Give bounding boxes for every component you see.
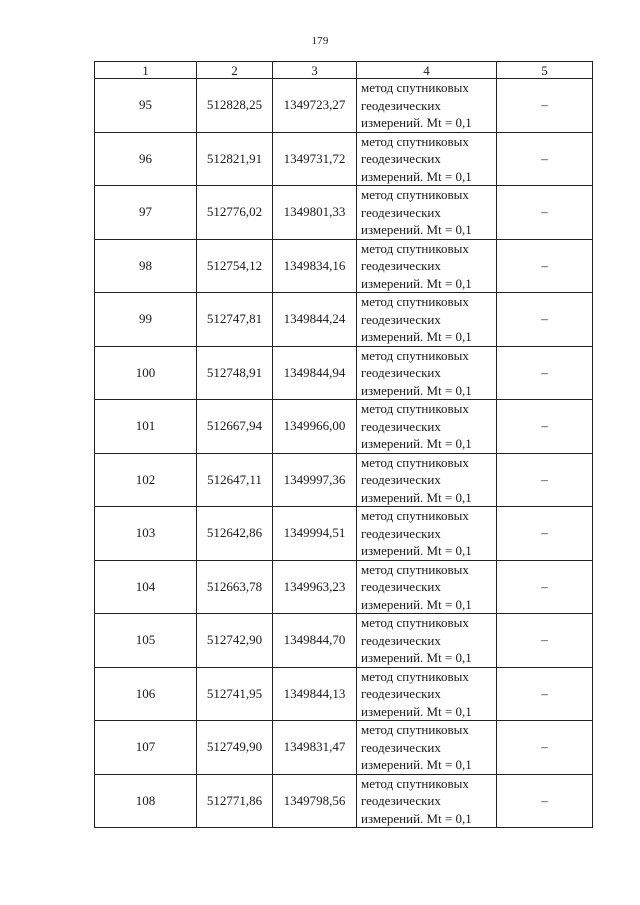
method-line: метод спутниковых	[361, 722, 469, 737]
point-number-cell: 96	[95, 132, 197, 186]
point-number-cell: 99	[95, 293, 197, 347]
method-line: геодезических	[361, 579, 441, 594]
y-coordinate-cell: 1349801,33	[273, 186, 357, 240]
method-line: измерений. Mt = 0,1	[361, 650, 472, 665]
x-coordinate-cell: 512821,91	[197, 132, 273, 186]
method-line: геодезических	[361, 418, 441, 434]
col5-cell: –	[497, 239, 593, 293]
method-line: измерений. Mt = 0,1	[361, 703, 472, 719]
x-coordinate-cell: 512771,86	[197, 774, 273, 828]
table-row	[95, 721, 593, 775]
col5-cell: –	[497, 346, 593, 400]
y-coordinate-cell: 1349798,56	[273, 774, 357, 828]
table-row	[95, 346, 593, 400]
y-coordinate-cell: 1349844,94	[273, 346, 357, 400]
method-line: измерений. Mt = 0,1	[361, 275, 472, 291]
header-col-5: 5	[497, 62, 593, 79]
y-coordinate-cell: 1349994,51	[273, 507, 357, 561]
method-line: метод спутниковых	[361, 133, 469, 149]
method-line: метод спутниковых	[361, 508, 469, 523]
x-coordinate-cell: 512742,90	[197, 614, 273, 668]
method-line: метод спутниковых	[361, 80, 469, 95]
point-number-cell: 97	[95, 186, 197, 240]
method-line: метод спутниковых	[361, 294, 469, 309]
method-line: метод спутниковых	[361, 454, 469, 470]
point-number-cell: 101	[95, 400, 197, 454]
point-number-cell: 98	[95, 239, 197, 293]
x-coordinate-cell: 512749,90	[197, 721, 273, 775]
y-coordinate-cell: 1349731,72	[273, 132, 357, 186]
method-cell	[357, 667, 497, 721]
method-cell	[357, 346, 497, 400]
header-col-2: 2	[197, 62, 273, 79]
method-line: геодезических	[361, 365, 441, 380]
point-number-cell: 104	[95, 560, 197, 614]
x-coordinate-cell: 512663,78	[197, 560, 273, 614]
table-row	[95, 614, 593, 668]
col5-cell: –	[497, 667, 593, 721]
x-coordinate-cell: 512747,81	[197, 293, 273, 347]
method-line: геодезических	[361, 204, 441, 220]
table-row	[95, 79, 593, 133]
method-line: геодезических	[361, 739, 441, 755]
table-row	[95, 774, 593, 828]
table-row	[95, 453, 593, 507]
x-coordinate-cell: 512754,12	[197, 239, 273, 293]
method-line: метод спутниковых	[361, 775, 469, 791]
method-cell	[357, 400, 497, 454]
col5-cell: –	[497, 293, 593, 347]
method-line: метод спутниковых	[361, 668, 469, 684]
method-line: метод спутниковых	[361, 615, 469, 630]
y-coordinate-cell: 1349844,70	[273, 614, 357, 668]
method-line: геодезических	[361, 472, 441, 487]
table-row	[95, 667, 593, 721]
method-line: геодезических	[361, 793, 441, 808]
y-coordinate-cell: 1349831,47	[273, 721, 357, 775]
method-line: геодезических	[361, 311, 441, 327]
col5-cell: –	[497, 560, 593, 614]
method-cell	[357, 507, 497, 561]
method-line: измерений. Mt = 0,1	[361, 329, 472, 344]
col5-cell: –	[497, 132, 593, 186]
table-header-row	[95, 62, 593, 79]
method-line: измерений. Mt = 0,1	[361, 596, 472, 612]
method-line: геодезических	[361, 632, 441, 648]
point-number-cell: 95	[95, 79, 197, 133]
point-number-cell: 103	[95, 507, 197, 561]
point-number-cell: 107	[95, 721, 197, 775]
col5-cell: –	[497, 721, 593, 775]
method-line: измерений. Mt = 0,1	[361, 543, 472, 558]
table-body	[95, 79, 593, 828]
col5-cell: –	[497, 79, 593, 133]
x-coordinate-cell: 512828,25	[197, 79, 273, 133]
method-line: геодезических	[361, 258, 441, 273]
coordinates-table	[94, 61, 593, 828]
header-col-3: 3	[273, 62, 357, 79]
table-row	[95, 507, 593, 561]
method-line: геодезических	[361, 686, 441, 701]
method-cell	[357, 132, 497, 186]
y-coordinate-cell: 1349844,13	[273, 667, 357, 721]
point-number-cell: 106	[95, 667, 197, 721]
y-coordinate-cell: 1349723,27	[273, 79, 357, 133]
method-cell	[357, 453, 497, 507]
y-coordinate-cell: 1349963,23	[273, 560, 357, 614]
method-line: метод спутниковых	[361, 240, 469, 256]
x-coordinate-cell: 512748,91	[197, 346, 273, 400]
y-coordinate-cell: 1349834,16	[273, 239, 357, 293]
method-line: измерений. Mt = 0,1	[361, 810, 472, 826]
point-number-cell: 102	[95, 453, 197, 507]
page-number: 179	[311, 35, 329, 47]
table-row	[95, 560, 593, 614]
method-line: измерений. Mt = 0,1	[361, 115, 472, 130]
table-row	[95, 400, 593, 454]
method-cell	[357, 186, 497, 240]
col5-cell: –	[497, 453, 593, 507]
method-line: измерений. Mt = 0,1	[361, 436, 472, 451]
method-line: геодезических	[361, 151, 441, 166]
y-coordinate-cell: 1349844,24	[273, 293, 357, 347]
method-line: метод спутниковых	[361, 561, 469, 577]
method-line: измерений. Mt = 0,1	[361, 222, 472, 237]
method-cell	[357, 721, 497, 775]
method-line: измерений. Mt = 0,1	[361, 168, 472, 184]
method-cell	[357, 774, 497, 828]
col5-cell: –	[497, 774, 593, 828]
point-number-cell: 108	[95, 774, 197, 828]
y-coordinate-cell: 1349966,00	[273, 400, 357, 454]
x-coordinate-cell: 512667,94	[197, 400, 273, 454]
table-row	[95, 132, 593, 186]
col5-cell: –	[497, 400, 593, 454]
method-line: измерений. Mt = 0,1	[361, 757, 472, 772]
x-coordinate-cell: 512642,86	[197, 507, 273, 561]
method-cell	[357, 293, 497, 347]
x-coordinate-cell: 512647,11	[197, 453, 273, 507]
table-row	[95, 239, 593, 293]
y-coordinate-cell: 1349997,36	[273, 453, 357, 507]
col5-cell: –	[497, 614, 593, 668]
method-cell	[357, 614, 497, 668]
method-cell	[357, 79, 497, 133]
method-line: метод спутниковых	[361, 187, 469, 202]
point-number-cell: 100	[95, 346, 197, 400]
method-line: геодезических	[361, 97, 441, 113]
method-line: геодезических	[361, 525, 441, 541]
col5-cell: –	[497, 507, 593, 561]
method-cell	[357, 560, 497, 614]
x-coordinate-cell: 512776,02	[197, 186, 273, 240]
table-row	[95, 293, 593, 347]
method-line: метод спутниковых	[361, 347, 469, 363]
method-cell	[357, 239, 497, 293]
table-row	[95, 186, 593, 240]
method-line: метод спутниковых	[361, 401, 469, 416]
header-col-1: 1	[95, 62, 197, 79]
point-number-cell: 105	[95, 614, 197, 668]
method-line: измерений. Mt = 0,1	[361, 489, 472, 505]
col5-cell: –	[497, 186, 593, 240]
x-coordinate-cell: 512741,95	[197, 667, 273, 721]
header-col-4: 4	[357, 62, 497, 79]
method-line: измерений. Mt = 0,1	[361, 382, 472, 398]
